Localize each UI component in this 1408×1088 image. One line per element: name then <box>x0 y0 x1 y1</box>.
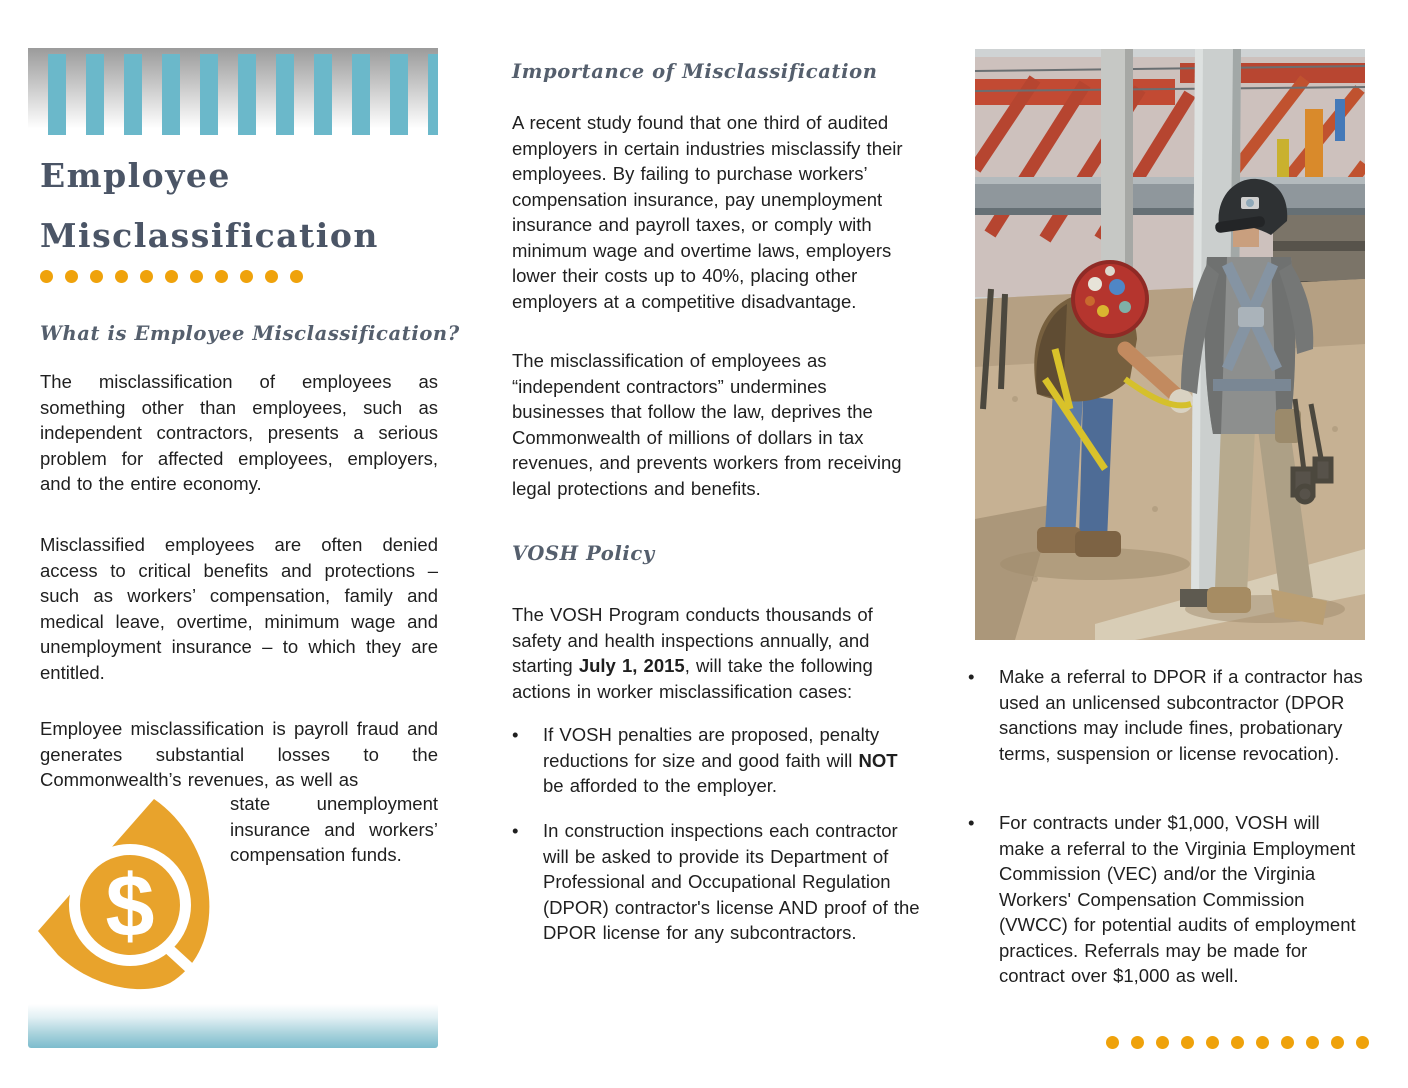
dollar-sign-icon <box>34 793 216 995</box>
dots-divider-right <box>1106 1036 1369 1049</box>
middle-bullet-1-text <box>543 722 924 799</box>
middle-bullet-2 <box>512 818 924 946</box>
left-paragraph-2: Misclassified employees are often denied access to critical benefits and protections – such as workers’ compensation, family and medical leave, overtime, minimum wage and unemployment insurance – to which they are entitled. <box>40 534 438 683</box>
orange-dot <box>1156 1036 1169 1049</box>
orange-dot <box>1281 1036 1294 1049</box>
page-title-line2: Misclassification <box>40 216 379 255</box>
orange-dot <box>190 270 203 283</box>
left-paragraph-3-wrap: state unemployment insurance and workers’ compensation funds. <box>230 793 438 865</box>
money-fan-icon <box>34 793 216 995</box>
striped-header-graphic <box>28 48 438 132</box>
teal-footer-bar <box>28 1004 438 1048</box>
orange-dot <box>140 270 153 283</box>
construction-photo-graphic <box>975 49 1365 640</box>
orange-dot <box>290 270 303 283</box>
orange-dot <box>1256 1036 1269 1049</box>
orange-dot <box>1206 1036 1219 1049</box>
dots-divider-left <box>40 270 303 283</box>
middle-bullet-1-suffix: be afforded to the employer. <box>543 775 778 796</box>
middle-paragraph-3-suffix: , will take the following actions in worker misclassification cases: <box>512 655 873 702</box>
page-title-line1: Employee <box>40 156 231 195</box>
orange-dot <box>240 270 253 283</box>
right-bullet-2 <box>968 810 1368 989</box>
orange-dot <box>1331 1036 1344 1049</box>
orange-dot <box>215 270 228 283</box>
bullet-icon: • <box>512 820 519 841</box>
orange-dot <box>1181 1036 1194 1049</box>
orange-dot <box>1131 1036 1144 1049</box>
section-heading-vosh-policy: VOSH Policy <box>512 542 655 565</box>
section-heading-what-is: What is Employee Misclassification? <box>40 322 460 345</box>
construction-site-photo <box>975 49 1365 640</box>
middle-bullet-1-bold: NOT <box>858 749 898 771</box>
orange-dot <box>265 270 278 283</box>
right-bullet-2-text: For contracts under $1,000, VOSH will make a referral to the Virginia Employment Commission (VEC) and/or the Virginia Workers' Compensation Commission (VWCC) for potential audits of employment practices. Referrals may be made for contract over $1,000 as well. <box>999 812 1356 986</box>
bullet-icon: • <box>512 724 519 745</box>
middle-bullet-1-prefix: If VOSH penalties are proposed, penalty reductions for size and good faith will <box>543 724 880 771</box>
bullet-icon: • <box>968 666 975 687</box>
orange-dot <box>115 270 128 283</box>
middle-paragraph-3-date: July 1, 2015 <box>578 655 685 676</box>
orange-dot <box>1106 1036 1119 1049</box>
right-bullet-1-text: Make a referral to DPOR if a contractor has used an unlicensed subcontractor (DPOR sanctions may include fines, probationary terms, suspension or license revocation). <box>999 666 1363 764</box>
orange-dot <box>40 270 53 283</box>
middle-bullet-2-text: In construction inspections each contractor will be asked to provide its Department of Professional and Occupational Regulation (DPOR) contractor's license AND proof of the DPOR license for any subcontractors. <box>543 820 920 943</box>
middle-paragraph-2: The misclassification of employees as “independent contractors” undermines businesses that follow the law, deprives the Commonwealth of millions of dollars in tax revenues, and prevents workers from receiving legal protections and benefits. <box>512 350 902 499</box>
left-paragraph-3-intro: Employee misclassification is payroll fraud and generates substantial losses to the Commonwealth’s revenues, as well as <box>40 718 438 790</box>
orange-dot <box>165 270 178 283</box>
middle-paragraph-3 <box>512 602 924 704</box>
bullet-icon: • <box>968 812 975 833</box>
orange-dot <box>65 270 78 283</box>
middle-paragraph-1: A recent study found that one third of audited employers in certain industries misclassify their employees. By failing to purchase workers’ compensation insurance, pay unemployment insurance and payroll taxes, or comply with minimum wage and overtime laws, employers lower their costs up to 40%, placing other employers at a competitive disadvantage. <box>512 112 903 312</box>
orange-dot <box>1231 1036 1244 1049</box>
dollar-glyph: $ <box>105 856 155 955</box>
right-bullet-1 <box>968 664 1368 766</box>
teal-stripes <box>28 54 438 135</box>
page-title <box>40 146 440 266</box>
orange-dot <box>1306 1036 1319 1049</box>
orange-dot <box>90 270 103 283</box>
section-heading-importance: Importance of Misclassification <box>512 60 878 83</box>
left-paragraph-1: The misclassification of employees as something other than employees, such as independent contractors, presents a serious problem for affected employees, employers, and to the entire economy. <box>40 371 438 494</box>
orange-dot <box>1356 1036 1369 1049</box>
middle-bullet-1 <box>512 722 924 799</box>
middle-paragraph-3-prefix: The VOSH Program conducts thousands of safety and health inspections annually, and starting <box>512 604 873 676</box>
